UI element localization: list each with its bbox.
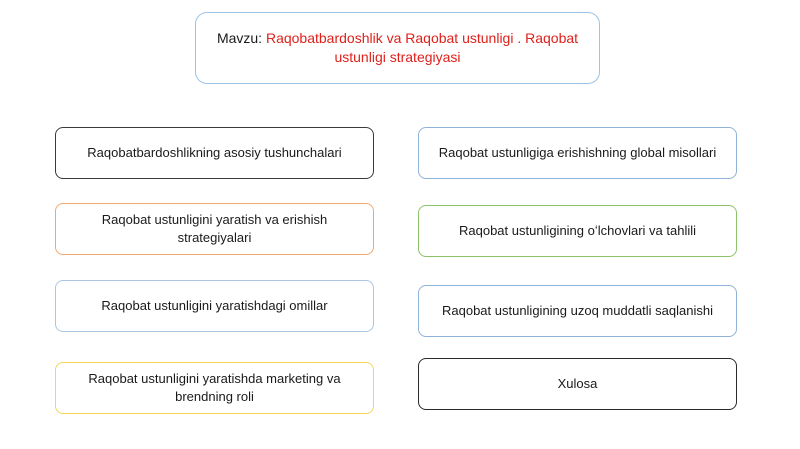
topic-item-long-term	[418, 285, 737, 337]
topic-text: Raqobatbardoshlik va Raqobat ustunligi . Raqobat ustunligi strategiyasi	[265, 30, 579, 65]
topic-item-global-examples	[418, 127, 737, 179]
topic-item-label: Raqobatbardoshlikning asosiy tushunchalari	[87, 145, 342, 160]
topic-item-label: Xulosa	[557, 376, 598, 391]
topic-item-label: Raqobat ustunligiga erishishning global misollari	[438, 145, 717, 160]
topic-item-label: Raqobat ustunligining uzoq muddatli saqlanishi	[441, 303, 713, 318]
topic-item-label: Raqobat ustunligini yaratishdagi omillar	[101, 298, 328, 313]
topic-item-label: Raqobat ustunligini yaratish va erishish strategiyalari	[101, 212, 328, 245]
topic-item-basic-concepts	[55, 127, 374, 179]
topic-item-measures-analysis	[418, 205, 737, 257]
topic-prefix: Mavzu:	[216, 30, 266, 46]
topic-item-conclusion	[418, 358, 737, 410]
topic-item-factors	[55, 280, 374, 332]
topic-item-marketing-branding	[55, 362, 374, 414]
topic-title	[210, 29, 585, 67]
topic-item-strategies	[55, 203, 374, 255]
topic-item-label: Raqobat ustunligining oʻlchovlari va tahlili	[458, 223, 697, 238]
topic-title-box	[195, 12, 600, 84]
topic-item-label: Raqobat ustunligini yaratishda marketing va brendning roli	[88, 371, 341, 404]
